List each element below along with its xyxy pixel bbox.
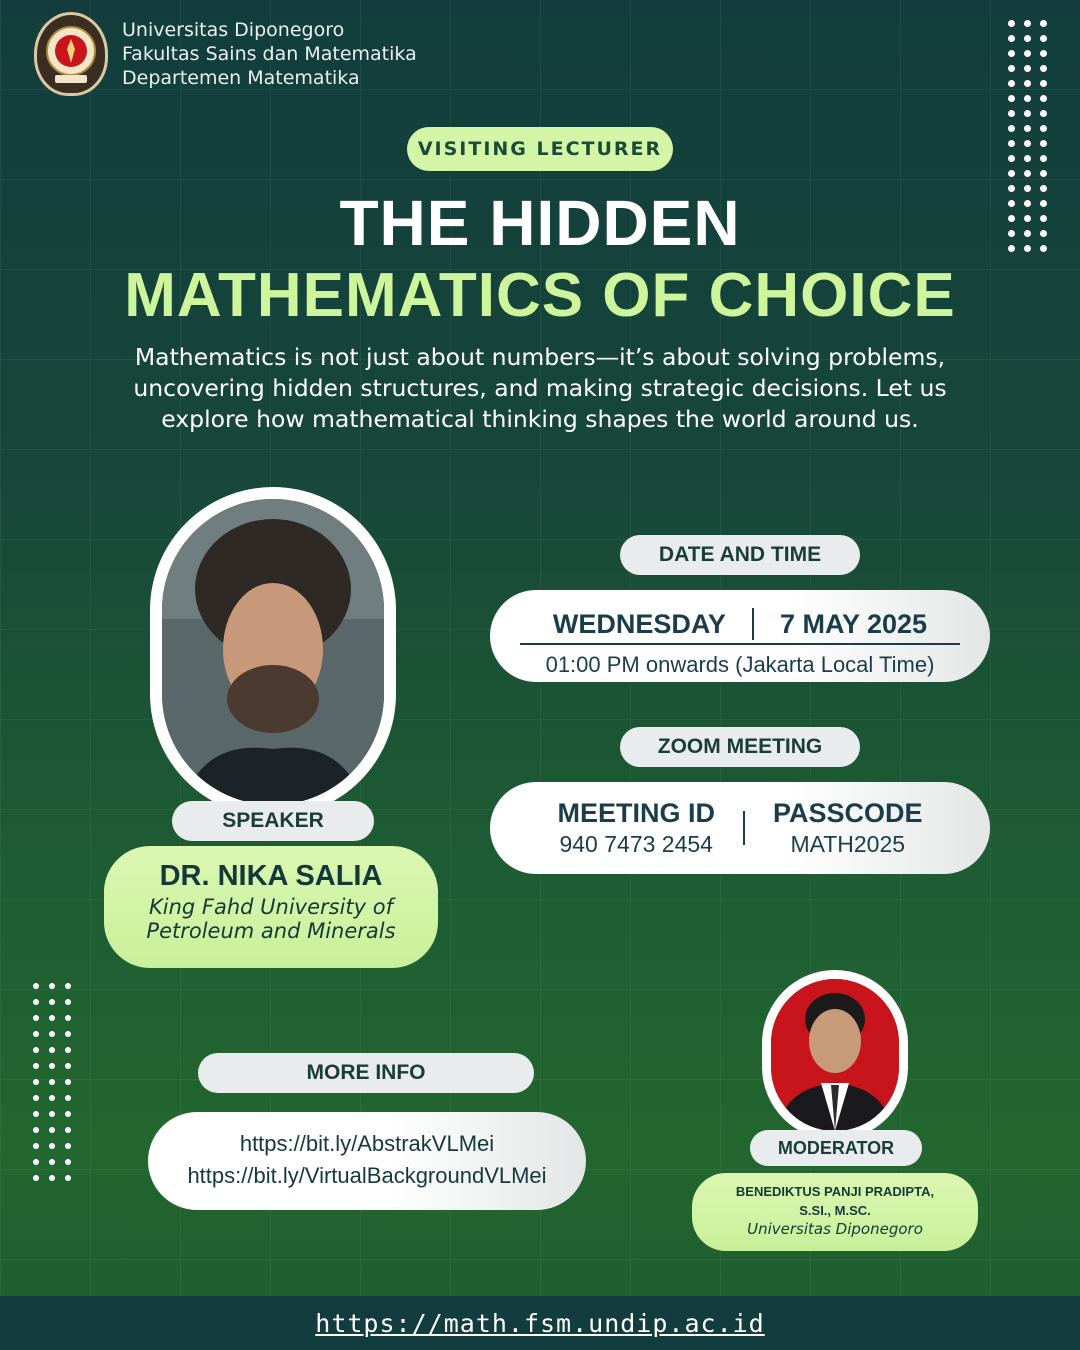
title-line-1: THE HIDDEN [339,187,741,259]
faculty-name: Fakultas Sains dan Matematika [122,43,417,65]
moderator-label: MODERATOR [750,1130,922,1166]
event-date: 7 MAY 2025 [779,608,928,639]
moderator-photo-frame [762,970,908,1140]
header [34,12,417,96]
university-seal-icon [41,19,101,89]
abstract-link[interactable]: https://bit.ly/AbstrakVLMei [239,1131,495,1156]
date-row [520,608,960,640]
speaker-photo-frame [150,487,396,817]
speaker-affiliation-line-1: King Fahd University of [148,895,394,919]
moderator-card [692,1173,978,1251]
moderator-name-line-2: S.SI., M.SC. [799,1203,871,1218]
speaker-label: SPEAKER [172,801,374,841]
speaker-card [104,846,438,968]
speaker-name: DR. NIKA SALIA [159,860,383,892]
meeting-id-value: 940 7473 2454 [559,831,713,857]
zoom-card [490,782,990,874]
speaker-affiliation-line-2: Petroleum and Minerals [146,919,396,943]
virtual-background-link[interactable]: https://bit.ly/VirtualBackgroundVLMei [187,1163,547,1188]
speaker-photo [162,499,384,805]
event-time: 01:00 PM onwards (Jakarta Local Time) [545,652,935,677]
website-link[interactable]: https://math.fsm.undip.ac.id [315,1308,765,1338]
decorative-dots-bottom-left [28,978,76,1186]
university-logo [34,12,108,96]
meeting-id-label: MEETING ID [557,798,715,828]
event-tag: VISITING LECTURER [407,127,673,171]
passcode-label: PASSCODE [772,798,923,828]
meeting-id-block [557,798,715,858]
passcode-block [773,798,923,858]
passcode-value: MATH2025 [790,831,906,857]
more-info-card [148,1112,586,1210]
moderator-name-line-1: BENEDIKTUS PANJI PRADIPTA, [735,1184,935,1199]
date-time-card [490,590,990,682]
zoom-separator [743,811,745,845]
zoom-label: ZOOM MEETING [620,727,860,767]
event-day: WEDNESDAY [552,608,726,639]
footer [0,1296,1080,1350]
department-name: Departemen Matematika [122,67,360,89]
more-info-label: MORE INFO [198,1053,534,1093]
date-underline [520,643,960,645]
header-text [122,18,417,90]
moderator-affiliation: Universitas Diponegoro [747,1220,923,1238]
title-line-2: MATHEMATICS OF CHOICE [124,261,956,330]
date-separator [752,608,754,640]
event-description: Mathematics is not just about numbers—it’s about solving problems, uncovering hidden structures, and making strategic decisions. Let us explore how mathematical thinking shapes the world around us. [133,343,947,433]
university-name: Universitas Diponegoro [122,19,345,41]
date-time-label: DATE AND TIME [620,535,860,575]
moderator-photo [771,979,899,1131]
